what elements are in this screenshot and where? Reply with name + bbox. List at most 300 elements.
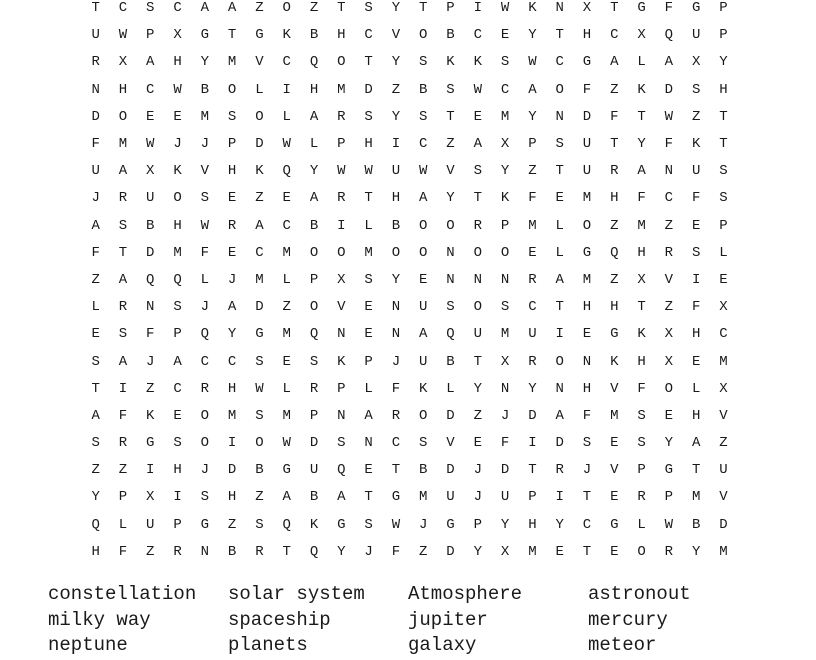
grid-letter: M xyxy=(227,54,237,71)
word-list-item: neptune xyxy=(48,634,128,656)
grid-letter: U xyxy=(419,353,428,370)
grid-letter: Q xyxy=(309,543,319,560)
grid-letter: Y xyxy=(446,190,455,207)
grid-letter: Z xyxy=(255,0,264,17)
grid-letter: G xyxy=(610,326,619,343)
grid-letter: Q xyxy=(146,271,155,288)
grid-letter: Y xyxy=(528,108,537,125)
grid-letter: O xyxy=(419,407,428,424)
grid-letter: O xyxy=(419,244,428,261)
grid-letter: R xyxy=(255,543,264,560)
grid-letter: N xyxy=(446,244,455,261)
grid-letter: A xyxy=(664,54,674,71)
grid-letter: N xyxy=(364,435,373,452)
grid-letter: P xyxy=(146,27,155,44)
grid-row xyxy=(82,185,737,212)
grid-letter: D xyxy=(255,299,264,316)
grid-letter: P xyxy=(118,489,128,506)
grid-letter: T xyxy=(91,0,100,17)
grid-letter: S xyxy=(500,54,510,71)
grid-letter: U xyxy=(691,27,701,44)
grid-letter: T xyxy=(637,299,646,316)
grid-letter: A xyxy=(555,407,564,424)
grid-letter: M xyxy=(691,489,701,506)
grid-letter: A xyxy=(528,81,537,98)
grid-letter: C xyxy=(582,516,592,533)
grid-letter: F xyxy=(118,407,128,424)
grid-letter: S xyxy=(118,217,128,234)
grid-letter: S xyxy=(255,407,264,424)
letter-grid xyxy=(82,0,737,566)
grid-letter: Z xyxy=(391,81,401,98)
grid-letter: R xyxy=(337,108,346,125)
grid-letter: E xyxy=(610,543,619,560)
grid-letter: J xyxy=(473,489,482,506)
grid-letter: E xyxy=(364,462,373,479)
grid-letter: M xyxy=(719,353,728,370)
grid-letter: E xyxy=(473,108,482,125)
grid-letter: J xyxy=(91,190,100,207)
grid-letter: H xyxy=(227,380,237,397)
grid-letter: Z xyxy=(664,217,674,234)
grid-letter: E xyxy=(227,244,237,261)
grid-letter: R xyxy=(555,462,564,479)
grid-letter: W xyxy=(473,81,482,98)
grid-letter: M xyxy=(118,136,128,153)
grid-letter: L xyxy=(446,380,455,397)
grid-letter: S xyxy=(419,108,428,125)
grid-letter: S xyxy=(364,271,373,288)
grid-letter: R xyxy=(173,543,182,560)
grid-letter: K xyxy=(282,27,291,44)
grid-letter: E xyxy=(227,190,237,207)
grid-letter: O xyxy=(555,81,564,98)
grid-letter: J xyxy=(364,543,373,560)
grid-letter: N xyxy=(473,271,482,288)
grid-letter: N xyxy=(664,163,674,180)
grid-letter: V xyxy=(610,380,619,397)
grid-row xyxy=(82,539,737,566)
grid-letter: U xyxy=(500,489,510,506)
grid-letter: Z xyxy=(227,516,237,533)
grid-letter: S xyxy=(419,435,428,452)
grid-letter: S xyxy=(637,435,646,452)
grid-letter: V xyxy=(719,489,728,506)
grid-letter: E xyxy=(610,489,619,506)
grid-letter: D xyxy=(309,435,319,452)
grid-letter: S xyxy=(500,299,510,316)
grid-letter: B xyxy=(309,489,319,506)
grid-letter: X xyxy=(719,380,728,397)
grid-letter: A xyxy=(637,163,646,180)
word-list xyxy=(48,583,768,658)
grid-letter: S xyxy=(364,108,373,125)
grid-letter: N xyxy=(555,108,564,125)
grid-letter: F xyxy=(637,380,646,397)
grid-letter: J xyxy=(227,271,237,288)
grid-letter: K xyxy=(337,353,346,370)
grid-letter: L xyxy=(364,380,373,397)
grid-letter: T xyxy=(446,108,455,125)
grid-letter: H xyxy=(582,299,592,316)
grid-letter: O xyxy=(227,81,237,98)
grid-letter: W xyxy=(146,136,155,153)
grid-letter: X xyxy=(719,299,728,316)
word-list-item: mercury xyxy=(588,608,668,631)
grid-letter: T xyxy=(364,489,373,506)
grid-letter: R xyxy=(528,353,537,370)
grid-letter: U xyxy=(391,163,401,180)
grid-letter: E xyxy=(282,353,291,370)
grid-letter: X xyxy=(146,163,155,180)
grid-letter: E xyxy=(555,190,564,207)
grid-row xyxy=(82,158,737,185)
grid-letter: S xyxy=(118,326,128,343)
grid-letter: P xyxy=(719,217,728,234)
grid-letter: X xyxy=(118,54,128,71)
grid-letter: T xyxy=(118,244,128,261)
grid-letter: K xyxy=(446,54,455,71)
grid-letter: S xyxy=(364,516,373,533)
grid-row xyxy=(82,348,737,375)
grid-letter: J xyxy=(146,353,155,370)
grid-letter: D xyxy=(91,108,100,125)
grid-letter: D xyxy=(528,407,537,424)
grid-letter: W xyxy=(664,516,674,533)
grid-letter: Y xyxy=(309,163,319,180)
grid-letter: Z xyxy=(610,81,619,98)
grid-letter: I xyxy=(282,81,291,98)
grid-letter: E xyxy=(173,108,182,125)
grid-letter: D xyxy=(664,81,674,98)
grid-letter: Y xyxy=(200,54,210,71)
grid-letter: J xyxy=(200,299,210,316)
grid-letter: O xyxy=(473,244,482,261)
grid-letter: T xyxy=(555,299,564,316)
grid-letter: M xyxy=(173,244,182,261)
grid-letter: W xyxy=(419,163,428,180)
grid-letter: F xyxy=(582,407,592,424)
grid-letter: K xyxy=(473,54,482,71)
grid-letter: Y xyxy=(391,54,401,71)
grid-letter: Q xyxy=(610,244,619,261)
grid-letter: M xyxy=(255,271,264,288)
grid-letter: A xyxy=(309,108,319,125)
grid-letter: C xyxy=(282,217,291,234)
grid-letter: T xyxy=(473,353,482,370)
grid-letter: U xyxy=(419,299,428,316)
grid-letter: J xyxy=(200,136,210,153)
grid-letter: M xyxy=(582,190,592,207)
grid-letter: G xyxy=(637,0,646,17)
grid-letter: A xyxy=(200,0,210,17)
grid-letter: A xyxy=(419,190,428,207)
grid-letter: Z xyxy=(691,108,701,125)
grid-letter: B xyxy=(419,462,428,479)
grid-letter: J xyxy=(473,462,482,479)
grid-letter: D xyxy=(555,435,564,452)
grid-letter: H xyxy=(91,543,100,560)
grid-letter: P xyxy=(227,136,237,153)
grid-letter: G xyxy=(582,54,592,71)
grid-letter: K xyxy=(610,353,619,370)
grid-letter: B xyxy=(446,27,455,44)
grid-letter: U xyxy=(582,163,592,180)
grid-letter: H xyxy=(610,190,619,207)
grid-letter: F xyxy=(391,380,401,397)
grid-letter: U xyxy=(91,163,100,180)
grid-letter: P xyxy=(173,326,182,343)
grid-letter: V xyxy=(337,299,346,316)
grid-letter: N xyxy=(446,271,455,288)
grid-row xyxy=(82,49,737,76)
word-list-item: meteor xyxy=(588,634,657,656)
grid-letter: B xyxy=(446,353,455,370)
grid-letter: T xyxy=(337,0,346,17)
grid-letter: B xyxy=(255,462,264,479)
grid-letter: G xyxy=(610,516,619,533)
grid-letter: E xyxy=(555,543,564,560)
grid-letter: G xyxy=(664,462,674,479)
grid-letter: F xyxy=(637,190,646,207)
grid-letter: E xyxy=(91,326,100,343)
grid-letter: N xyxy=(391,326,401,343)
grid-letter: O xyxy=(200,435,210,452)
grid-letter: E xyxy=(282,190,291,207)
grid-row xyxy=(82,0,737,22)
grid-letter: I xyxy=(555,326,564,343)
grid-letter: R xyxy=(337,190,346,207)
grid-letter: C xyxy=(255,244,264,261)
grid-row xyxy=(82,213,737,240)
grid-letter: M xyxy=(528,543,537,560)
grid-letter: Y xyxy=(473,380,482,397)
grid-letter: L xyxy=(637,516,646,533)
grid-letter: B xyxy=(146,217,155,234)
grid-letter: A xyxy=(91,217,100,234)
grid-letter: P xyxy=(528,136,537,153)
grid-letter: F xyxy=(664,136,674,153)
grid-letter: W xyxy=(528,54,537,71)
word-list-item: Atmosphere xyxy=(408,583,523,605)
grid-letter: I xyxy=(473,0,482,17)
grid-letter: O xyxy=(255,435,264,452)
grid-letter: L xyxy=(91,299,100,316)
grid-letter: R xyxy=(118,190,128,207)
grid-letter: L xyxy=(118,516,128,533)
grid-letter: L xyxy=(282,380,291,397)
grid-letter: G xyxy=(200,516,210,533)
grid-letter: Q xyxy=(309,54,319,71)
grid-letter: L xyxy=(200,271,210,288)
grid-letter: Y xyxy=(391,271,401,288)
grid-letter: R xyxy=(309,380,319,397)
grid-letter: J xyxy=(582,462,592,479)
grid-letter: R xyxy=(637,489,646,506)
grid-letter: R xyxy=(528,271,537,288)
grid-letter: S xyxy=(419,54,428,71)
grid-letter: U xyxy=(446,489,455,506)
grid-letter: W xyxy=(255,380,264,397)
grid-letter: X xyxy=(691,54,701,71)
grid-letter: E xyxy=(528,244,537,261)
grid-letter: E xyxy=(146,108,155,125)
grid-letter: N xyxy=(146,299,155,316)
grid-letter: S xyxy=(255,516,264,533)
grid-letter: U xyxy=(691,163,701,180)
grid-letter: A xyxy=(91,407,100,424)
grid-letter: Z xyxy=(528,163,537,180)
grid-letter: D xyxy=(582,108,592,125)
grid-letter: S xyxy=(719,190,728,207)
grid-letter: O xyxy=(255,108,264,125)
grid-letter: Q xyxy=(282,516,291,533)
grid-letter: X xyxy=(664,353,674,370)
grid-letter: S xyxy=(200,489,210,506)
grid-letter: M xyxy=(637,217,646,234)
grid-letter: R xyxy=(391,407,401,424)
grid-letter: I xyxy=(118,380,128,397)
grid-row xyxy=(82,484,737,511)
grid-letter: X xyxy=(146,489,155,506)
grid-letter: S xyxy=(637,407,646,424)
grid-letter: B xyxy=(691,516,701,533)
grid-letter: L xyxy=(282,271,291,288)
grid-letter: H xyxy=(173,217,182,234)
grid-letter: X xyxy=(637,271,646,288)
grid-letter: Y xyxy=(528,380,537,397)
grid-letter: Z xyxy=(610,271,619,288)
grid-letter: L xyxy=(637,54,646,71)
grid-letter: W xyxy=(200,217,210,234)
grid-letter: E xyxy=(500,27,510,44)
grid-letter: Z xyxy=(146,543,155,560)
grid-letter: H xyxy=(691,326,701,343)
grid-letter: T xyxy=(391,462,401,479)
grid-letter: R xyxy=(664,543,674,560)
grid-row xyxy=(82,321,737,348)
grid-letter: H xyxy=(173,54,182,71)
grid-letter: C xyxy=(173,0,182,17)
grid-row xyxy=(82,131,737,158)
grid-letter: P xyxy=(500,217,510,234)
grid-letter: A xyxy=(419,326,428,343)
grid-letter: O xyxy=(309,299,319,316)
grid-letter: H xyxy=(610,299,619,316)
grid-letter: G xyxy=(255,326,264,343)
grid-letter: Z xyxy=(282,299,291,316)
grid-letter: S xyxy=(446,81,455,98)
grid-letter: N xyxy=(582,353,592,370)
grid-letter: C xyxy=(664,190,674,207)
grid-letter: W xyxy=(500,0,510,17)
grid-letter: Y xyxy=(528,27,537,44)
word-list-item: milky way xyxy=(48,608,151,631)
word-list-item: galaxy xyxy=(408,634,477,656)
grid-letter: M xyxy=(282,407,291,424)
grid-letter: H xyxy=(364,136,373,153)
grid-letter: V xyxy=(664,271,674,288)
grid-letter: R xyxy=(473,217,482,234)
grid-letter: K xyxy=(691,136,701,153)
grid-letter: E xyxy=(664,407,674,424)
grid-letter: D xyxy=(446,462,455,479)
grid-letter: C xyxy=(173,380,182,397)
grid-letter: X xyxy=(337,271,346,288)
grid-letter: H xyxy=(173,462,182,479)
grid-letter: S xyxy=(337,435,346,452)
grid-letter: I xyxy=(391,136,401,153)
grid-letter: H xyxy=(118,81,128,98)
word-list-item: solar system xyxy=(228,583,365,605)
grid-letter: S xyxy=(146,0,155,17)
grid-letter: C xyxy=(282,54,291,71)
grid-letter: E xyxy=(419,271,428,288)
grid-letter: H xyxy=(719,81,728,98)
grid-letter: O xyxy=(337,244,346,261)
grid-letter: H xyxy=(337,27,346,44)
grid-letter: Z xyxy=(118,462,128,479)
grid-letter: E xyxy=(691,353,701,370)
grid-letter: S xyxy=(364,0,373,17)
grid-letter: R xyxy=(664,244,674,261)
grid-letter: I xyxy=(173,489,182,506)
grid-letter: J xyxy=(173,136,182,153)
grid-letter: S xyxy=(173,299,182,316)
grid-letter: I xyxy=(146,462,155,479)
grid-letter: S xyxy=(473,163,482,180)
grid-letter: S xyxy=(255,353,264,370)
grid-letter: W xyxy=(391,516,401,533)
grid-letter: G xyxy=(691,0,701,17)
grid-letter: B xyxy=(227,543,237,560)
grid-letter: N xyxy=(337,407,346,424)
grid-row xyxy=(82,457,737,484)
grid-letter: C xyxy=(610,27,619,44)
grid-letter: P xyxy=(337,380,346,397)
grid-letter: C xyxy=(473,27,482,44)
grid-letter: V xyxy=(391,27,401,44)
grid-letter: O xyxy=(419,27,428,44)
grid-letter: P xyxy=(446,0,455,17)
grid-letter: T xyxy=(719,136,728,153)
grid-letter: C xyxy=(719,326,728,343)
grid-letter: X xyxy=(582,0,592,17)
grid-letter: S xyxy=(446,299,455,316)
grid-letter: E xyxy=(173,407,182,424)
grid-letter: E xyxy=(364,326,373,343)
grid-letter: C xyxy=(391,435,401,452)
grid-letter: O xyxy=(337,54,346,71)
grid-letter: K xyxy=(419,380,428,397)
grid-letter: T xyxy=(555,163,564,180)
grid-letter: P xyxy=(364,353,373,370)
grid-letter: J xyxy=(419,516,428,533)
grid-letter: Z xyxy=(719,435,728,452)
grid-letter: S xyxy=(309,353,319,370)
grid-letter: H xyxy=(691,407,701,424)
grid-letter: A xyxy=(691,435,701,452)
grid-letter: G xyxy=(255,27,264,44)
grid-letter: L xyxy=(364,217,373,234)
grid-letter: A xyxy=(118,271,128,288)
grid-letter: Z xyxy=(446,136,455,153)
grid-letter: N xyxy=(200,543,210,560)
grid-letter: T xyxy=(282,543,291,560)
grid-letter: Y xyxy=(664,435,674,452)
grid-letter: L xyxy=(555,244,564,261)
grid-letter: O xyxy=(555,353,564,370)
